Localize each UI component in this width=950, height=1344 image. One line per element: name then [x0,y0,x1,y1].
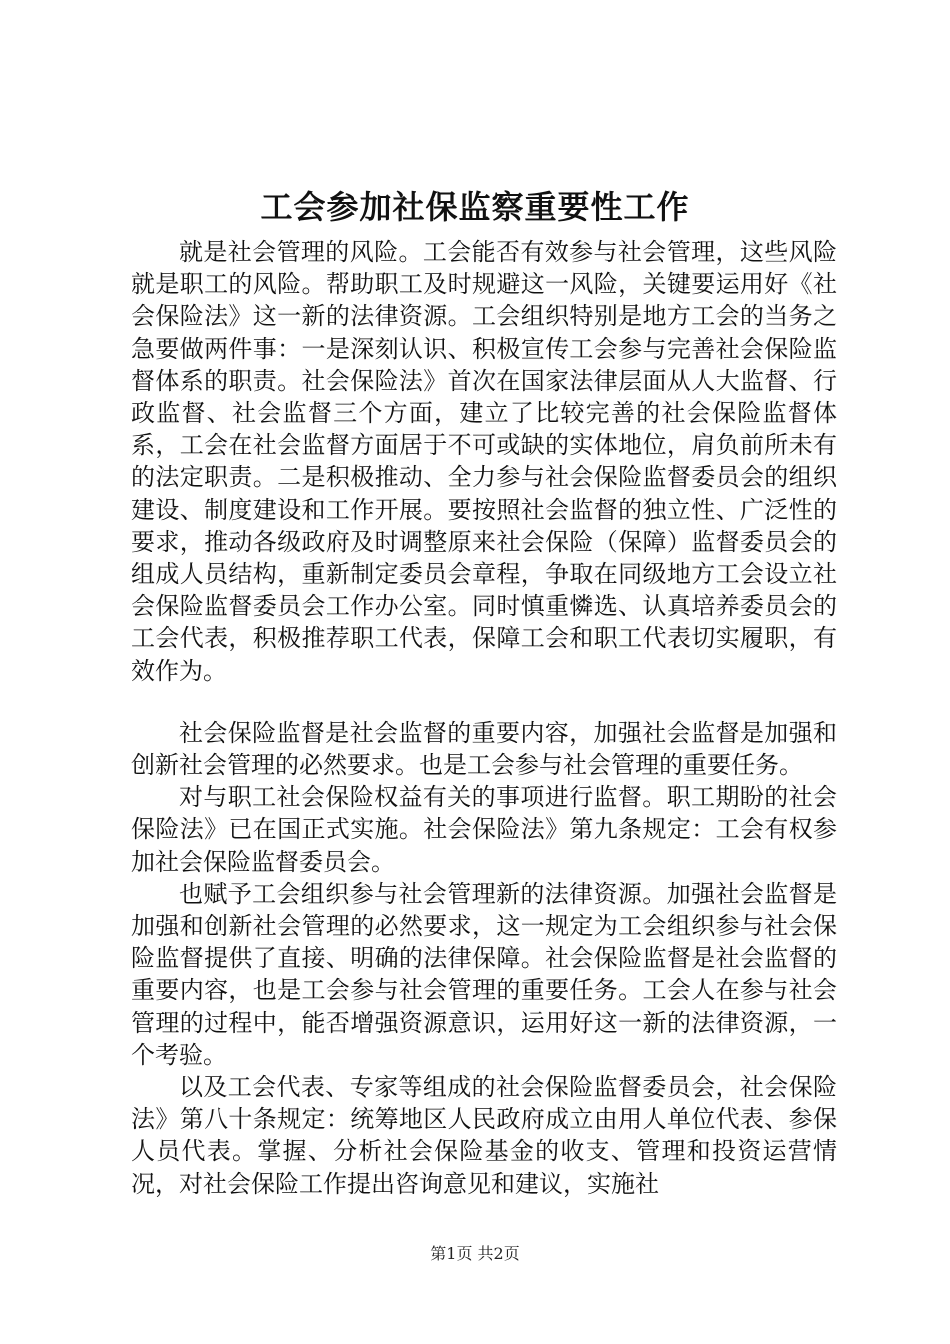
document-title: 工会参加社保监察重要性工作 [260,188,690,226]
document-body [131,236,837,1200]
paragraph-3: 对与职工社会保险权益有关的事项进行监督。职工期盼的社会保险法》已在国正式实施。社会保险法》第九条规定：工会有权参加社会保险监督委员会。 [131,783,837,876]
paragraph-1: 就是社会管理的风险。工会能否有效参与社会管理，这些风险就是职工的风险。帮助职工及时规避这一风险，关键要运用好《社会保险法》这一新的法律资源。工会组织特别是地方工会的当务之急要做两件事：一是深刻认识、积极宣传工会参与完善社会保险监督体系的职责。社会保险法》首次在国家法律层面从人大监督、行政监督、社会监督三个方面，建立了比较完善的社会保险监督体系，工会在社会监督方面居于不可或缺的实体地位，肩负前所未有的法定职责。二是积极推动、全力参与社会保险监督委员会的组织建设、制度建设和工作开展。要按照社会监督的独立性、广泛性的要求，推动各级政府及时调整原来社会保险（保障）监督委员会的组成人员结构，重新制定委员会章程，争取在同级地方工会设立社会保险监督委员会工作办公室。同时慎重憐选、认真培养委员会的工会代表，积极推荐职工代表，保障工会和职工代表切实履职，有效作为。 [131,238,837,685]
page-number-footer: 第1页 共2页 [430,1244,520,1263]
paragraph-5: 以及工会代表、专家等组成的社会保险监督委员会，社会保险法》第八十条规定：统筹地区人民政府成立由用人单位代表、参保人员代表。掌握、分析社会保险基金的收支、管理和投资运营情况，对社会保险工作提出咨询意见和建议，实施社 [131,1073,837,1198]
paragraph-4: 也赋予工会组织参与社会管理新的法律资源。加强社会监督是加强和创新社会管理的必然要求，这一规定为工会组织参与社会保险监督提供了直接、明确的法律保障。社会保险监督是社会监督的重要内容，也是工会参与社会管理的重要任务。工会人在参与社会管理的过程中，能否增强资源意识，运用好这一新的法律资源，一个考验。 [131,879,837,1069]
paragraph-2: 社会保险监督是社会监督的重要内容，加强社会监督是加强和创新社会管理的必然要求。也是工会参与社会管理的重要任务。 [131,718,837,780]
